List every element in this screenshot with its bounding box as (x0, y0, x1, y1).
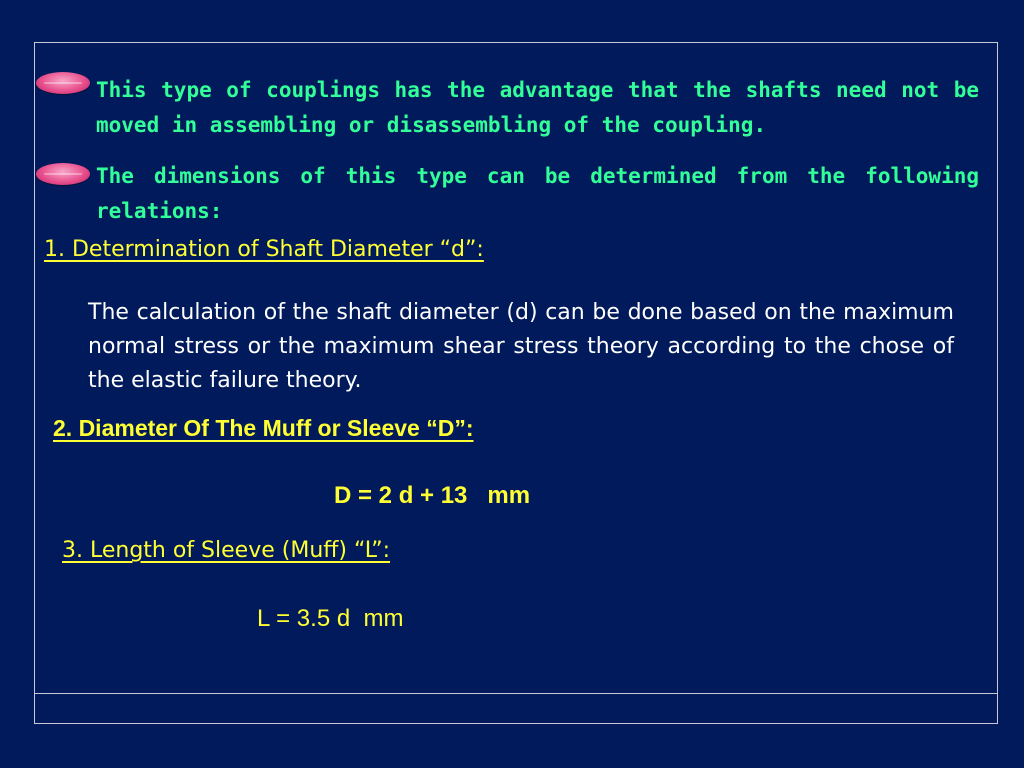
sleeve-length-formula: L = 3.5 d mm (257, 605, 404, 632)
bullet-paragraph-dimensions: The dimensions of this type can be determined from the following relations: (96, 164, 979, 223)
footer-divider (34, 693, 998, 694)
shaft-diameter-description: The calculation of the shaft diameter (d) can be done based on the maximum normal stress or the maximum shear stress theory according to the chose of the elastic failure theory. (88, 300, 954, 393)
section-heading-sleeve-diameter: 2. Diameter Of The Muff or Sleeve “D”: (53, 415, 474, 441)
section-heading-sleeve-length: 3. Length of Sleeve (Muff) “L”: (62, 538, 391, 563)
ellipse-bullet-icon (36, 163, 90, 185)
section-heading-shaft-diameter: 1. Determination of Shaft Diameter “d”: (44, 237, 484, 262)
ellipse-bullet-icon (36, 72, 90, 94)
bullet-paragraph-advantage: This type of couplings has the advantage that the shafts need not be moved in assembling or disassembling of the coupling. (96, 78, 979, 137)
sleeve-diameter-formula: D = 2 d + 13 mm (334, 482, 531, 509)
